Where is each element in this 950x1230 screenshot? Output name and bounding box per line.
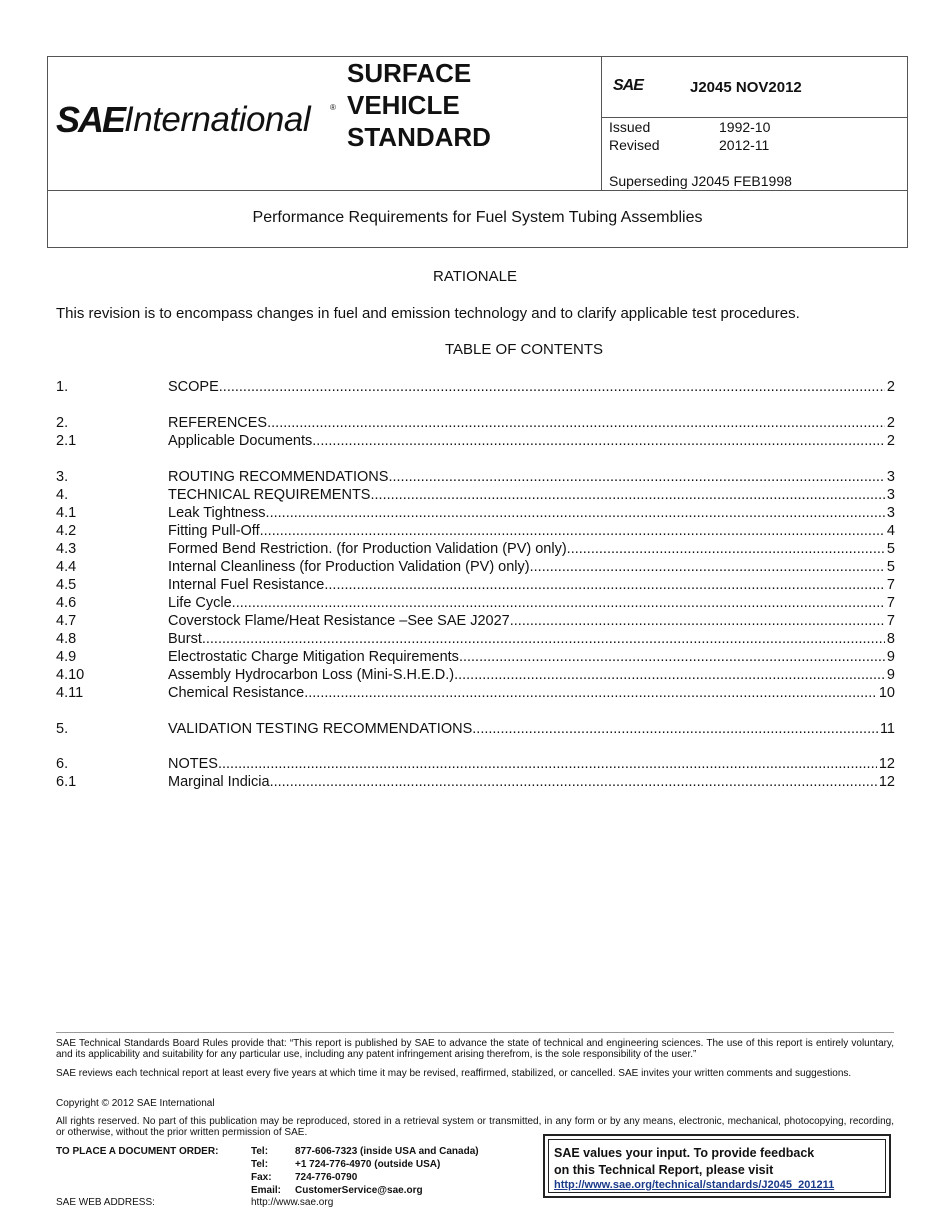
toc-heading: TABLE OF CONTENTS bbox=[444, 341, 604, 358]
toc-entry bbox=[56, 720, 895, 738]
toc-entry-number: 6. bbox=[56, 756, 69, 772]
toc-dot-leader bbox=[266, 504, 885, 522]
toc-entry-page: 9 bbox=[886, 649, 895, 665]
toc-entry-label: Internal Cleanliness (for Production Validation (PV) only) bbox=[168, 559, 530, 575]
feedback-link[interactable]: http://www.sae.org/technical/standards/J2045_201211 bbox=[554, 1179, 835, 1191]
toc-entry-label: Chemical Resistance bbox=[168, 685, 305, 701]
toc-dot-leader bbox=[260, 522, 885, 540]
sae-international-logo bbox=[56, 95, 336, 145]
toc-entry bbox=[56, 378, 895, 396]
toc-entry-line bbox=[168, 504, 895, 522]
feedback-line: SAE values your input. To provide feedback bbox=[554, 1146, 815, 1160]
header-divider-right bbox=[601, 117, 908, 118]
toc-entry bbox=[56, 666, 895, 684]
toc-entry-number: 4.11 bbox=[56, 685, 84, 701]
toc-entry-number: 3. bbox=[56, 469, 69, 485]
registered-mark: ® bbox=[330, 103, 336, 112]
toc-entry-label: Internal Fuel Resistance bbox=[168, 577, 325, 593]
toc-entry bbox=[56, 414, 895, 432]
toc-entry-line bbox=[168, 576, 895, 594]
web-address-label: SAE WEB ADDRESS: bbox=[56, 1197, 155, 1208]
toc-dot-leader bbox=[370, 486, 884, 504]
toc-entry-line bbox=[168, 666, 895, 684]
toc-entry-number: 4.5 bbox=[56, 577, 77, 593]
toc-entry bbox=[56, 630, 895, 648]
toc-dot-leader bbox=[312, 432, 885, 450]
toc-entry-label: Electrostatic Charge Mitigation Requirements bbox=[168, 649, 459, 665]
toc-entry-line bbox=[168, 486, 895, 504]
order-contacts bbox=[251, 1145, 479, 1197]
toc-entry bbox=[56, 504, 895, 522]
toc-entry-number: 1. bbox=[56, 379, 69, 395]
document-type bbox=[347, 57, 491, 153]
tel-international[interactable]: +1 724-776-4970 (outside USA) bbox=[295, 1159, 441, 1170]
rationale-heading: RATIONALE bbox=[433, 268, 517, 285]
copyright-notice: Copyright © 2012 SAE International bbox=[56, 1098, 215, 1109]
tel-label: Tel: bbox=[251, 1146, 269, 1157]
toc-entry-label: Leak Tightness bbox=[168, 505, 266, 521]
toc-entry-label: Burst bbox=[168, 631, 202, 647]
toc-entry-number: 4.2 bbox=[56, 523, 77, 539]
toc-entry-page: 2 bbox=[886, 433, 895, 449]
toc-entry-number: 2. bbox=[56, 415, 69, 431]
toc-dot-leader bbox=[510, 612, 885, 630]
document-number: J2045 NOV2012 bbox=[690, 79, 802, 96]
toc-entry bbox=[56, 648, 895, 666]
toc-entry-page: 2 bbox=[886, 379, 895, 395]
toc-entry bbox=[56, 594, 895, 612]
document-header bbox=[47, 56, 908, 248]
toc-entry-line bbox=[168, 414, 895, 432]
document-title: Performance Requirements for Fuel System Tubing Assemblies bbox=[252, 209, 703, 226]
toc-entry-number: 4.1 bbox=[56, 505, 77, 521]
toc-entry-number: 4.9 bbox=[56, 649, 77, 665]
toc-dot-leader bbox=[202, 630, 885, 648]
toc-entry-page: 7 bbox=[886, 577, 895, 593]
revised-value: 2012-11 bbox=[719, 137, 770, 153]
toc-entry-page: 10 bbox=[878, 685, 895, 701]
footer-divider bbox=[56, 1032, 894, 1033]
toc-entry bbox=[56, 755, 895, 773]
doc-type-line: STANDARD bbox=[347, 122, 491, 152]
toc-entry-label: REFERENCES bbox=[168, 415, 268, 431]
toc-dot-leader bbox=[232, 594, 885, 612]
review-notice: SAE reviews each technical report at least every five years at which time it may be revised, reaffirmed, stabilized, or cancelled. SAE invites your written comments and suggestions. bbox=[56, 1068, 852, 1079]
toc-entry-label: Formed Bend Restriction. (for Production Validation (PV) only). bbox=[168, 541, 571, 557]
toc-dot-leader bbox=[388, 468, 884, 486]
toc-entry-page: 12 bbox=[878, 756, 895, 772]
toc-entry-page: 5 bbox=[886, 559, 895, 575]
toc-entry-label: SCOPE bbox=[168, 379, 219, 395]
toc-entry-line bbox=[168, 648, 895, 666]
toc-entry-label: ROUTING RECOMMENDATIONS bbox=[168, 469, 389, 485]
issued-label: Issued bbox=[609, 119, 651, 135]
toc-entry-line bbox=[168, 378, 895, 396]
web-address-link[interactable]: http://www.sae.org bbox=[251, 1197, 334, 1208]
toc-dot-leader bbox=[459, 648, 885, 666]
toc-dot-leader bbox=[472, 720, 878, 738]
toc-entry-page: 4 bbox=[886, 523, 895, 539]
toc-entry-line bbox=[168, 755, 895, 773]
toc-dot-leader bbox=[218, 755, 877, 773]
toc-entry-label: TECHNICAL REQUIREMENTS bbox=[168, 487, 371, 503]
toc-entry-line bbox=[168, 558, 895, 576]
toc-entry-page: 9 bbox=[886, 667, 895, 683]
tel-label: Tel: bbox=[251, 1159, 269, 1170]
toc-entry-number: 6.1 bbox=[56, 774, 77, 790]
doc-type-line: SURFACE bbox=[347, 58, 472, 88]
toc-dot-leader bbox=[304, 684, 877, 702]
toc-dot-leader bbox=[324, 576, 885, 594]
toc-entry bbox=[56, 576, 895, 594]
toc-entry-label: NOTES bbox=[168, 756, 218, 772]
toc-dot-leader bbox=[454, 666, 885, 684]
rights-notice: All rights reserved. No part of this publication may be reproduced, stored in a retrieval system or transmitted, in any form or by any means, electronic, mechanical, photocopying, recording, or otherwise, without the prior written permission of SAE. bbox=[56, 1116, 894, 1138]
toc-entry-label: Life Cycle bbox=[168, 595, 232, 611]
toc-entry-label: Applicable Documents bbox=[168, 433, 313, 449]
toc-entry bbox=[56, 540, 895, 558]
toc-dot-leader bbox=[267, 414, 885, 432]
toc-entry-label: Assembly Hydrocarbon Loss (Mini-S.H.E.D.) bbox=[168, 667, 455, 683]
toc-entry-number: 4. bbox=[56, 487, 69, 503]
header-divider-horizontal bbox=[48, 190, 907, 191]
toc-entry-number: 5. bbox=[56, 721, 69, 737]
superseding-note: Superseding J2045 FEB1998 bbox=[609, 173, 792, 189]
email-address[interactable]: CustomerService@sae.org bbox=[295, 1185, 423, 1196]
issued-value: 1992-10 bbox=[719, 119, 771, 135]
logo-international-wordmark: International bbox=[124, 100, 311, 139]
toc-dot-leader bbox=[219, 378, 885, 396]
toc-entry-line bbox=[168, 468, 895, 486]
toc-entry-number: 4.7 bbox=[56, 613, 77, 629]
toc-entry-line bbox=[168, 630, 895, 648]
toc-entry-line bbox=[168, 432, 895, 450]
toc-entry bbox=[56, 773, 895, 791]
revised-label: Revised bbox=[609, 137, 660, 153]
toc-entry bbox=[56, 522, 895, 540]
sae-mini-logo: SAE bbox=[613, 77, 643, 94]
rationale-text: This revision is to encompass changes in fuel and emission technology and to clarify applicable test procedures. bbox=[56, 305, 800, 322]
toc-entry-page: 7 bbox=[886, 613, 895, 629]
toc-entry-page: 7 bbox=[886, 595, 895, 611]
toc-entry bbox=[56, 558, 895, 576]
header-divider-vertical bbox=[601, 57, 602, 190]
toc-entry bbox=[56, 612, 895, 630]
fax-label: Fax: bbox=[251, 1172, 272, 1183]
toc-entry-number: 4.8 bbox=[56, 631, 77, 647]
revised-row bbox=[609, 137, 769, 153]
toc-entry-page: 8 bbox=[886, 631, 895, 647]
toc-entry-page: 5 bbox=[886, 541, 895, 557]
toc-entry-line bbox=[168, 684, 895, 702]
doc-type-line: VEHICLE bbox=[347, 90, 460, 120]
toc-entry-page: 3 bbox=[886, 469, 895, 485]
toc-entry bbox=[56, 684, 895, 702]
standards-board-rules: SAE Technical Standards Board Rules provide that: “This report is published by SAE to advance the state of technical and engineering sciences. The use of this report is entirely voluntary, and its applicability and suitability for any particular use, including any patent infringement arising therefrom, is the sole responsibility of the user.” bbox=[56, 1038, 894, 1060]
toc-entry-label: Fitting Pull-Off bbox=[168, 523, 260, 539]
toc-entry-label: Marginal Indicia bbox=[168, 774, 270, 790]
tel-domestic[interactable]: 877-606-7323 (inside USA and Canada) bbox=[295, 1146, 479, 1157]
toc-entry-page: 3 bbox=[886, 505, 895, 521]
toc-entry-page: 12 bbox=[878, 774, 895, 790]
order-label: TO PLACE A DOCUMENT ORDER: bbox=[56, 1146, 219, 1157]
toc-entry-label: Coverstock Flame/Heat Resistance –See SAE J2027 bbox=[168, 613, 510, 629]
toc-entry-number: 2.1 bbox=[56, 433, 77, 449]
toc-entry-line bbox=[168, 612, 895, 630]
issued-row bbox=[609, 119, 770, 135]
email-label: Email: bbox=[251, 1185, 282, 1196]
toc-entry-line bbox=[168, 540, 895, 558]
toc-dot-leader bbox=[530, 558, 885, 576]
toc-entry bbox=[56, 468, 895, 486]
fax-number: 724-776-0790 bbox=[295, 1172, 358, 1183]
toc-entry bbox=[56, 486, 895, 504]
feedback-box-inner bbox=[548, 1139, 886, 1193]
toc-dot-leader bbox=[270, 773, 877, 791]
toc-entry bbox=[56, 432, 895, 450]
logo-sae-wordmark: SAE bbox=[56, 99, 125, 140]
toc-entry-line bbox=[168, 594, 895, 612]
feedback-line: on this Technical Report, please visit bbox=[554, 1163, 774, 1177]
toc-entry-number: 4.4 bbox=[56, 559, 77, 575]
toc-entry-page: 11 bbox=[879, 721, 895, 737]
toc-entry-page: 3 bbox=[886, 487, 895, 503]
toc-entry-line bbox=[168, 522, 895, 540]
toc-entry-number: 4.3 bbox=[56, 541, 77, 557]
toc-entry-line bbox=[168, 773, 895, 791]
toc-dot-leader bbox=[571, 540, 885, 558]
toc-entry-page: 2 bbox=[886, 415, 895, 431]
toc-entry-number: 4.6 bbox=[56, 595, 77, 611]
toc-entry-label: VALIDATION TESTING RECOMMENDATIONS bbox=[168, 721, 473, 737]
toc-entry-number: 4.10 bbox=[56, 667, 85, 683]
feedback-box bbox=[543, 1134, 891, 1198]
toc-entry-line bbox=[168, 720, 895, 738]
